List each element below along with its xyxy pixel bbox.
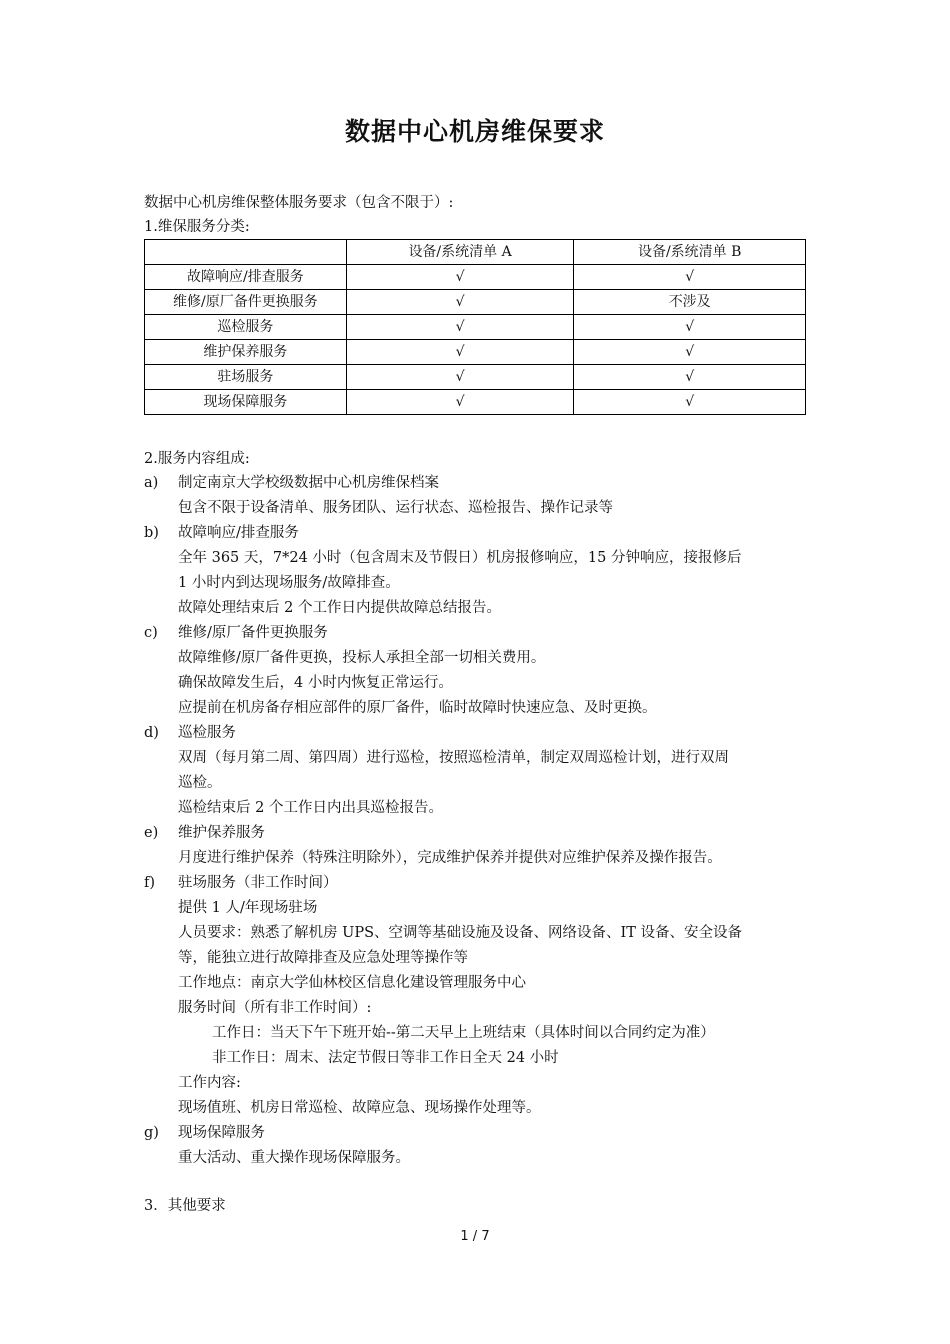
table-cell: 不涉及: [574, 290, 806, 315]
item-text: 全年 365 天，7*24 小时（包含周末及节假日）机房报修响应，15 分钟响应，接报修后: [178, 550, 742, 566]
item-text: 重大活动、重大操作现场保障服务。: [178, 1150, 410, 1166]
item-text: 包含不限于设备清单、服务团队、运行状态、巡检报告、操作记录等: [178, 500, 613, 516]
item-label: c): [144, 625, 158, 641]
item-text: 工作地点：南京大学仙林校区信息化建设管理服务中心: [178, 975, 526, 991]
item-label: d): [144, 725, 159, 741]
item-text: 月度进行维护保养（特殊注明除外），完成维护保养并提供对应维护保养及操作报告。: [178, 850, 722, 866]
item-text: 服务时间（所有非工作时间）:: [178, 1000, 372, 1016]
item-text: 双周（每月第二周、第四周）进行巡检，按照巡检清单，制定双周巡检计划，进行双周: [178, 750, 729, 766]
section-1-heading: 1.维保服务分类:: [144, 219, 250, 235]
table-cell: √: [574, 365, 806, 390]
service-category-table: [144, 239, 806, 415]
table-row: [145, 365, 806, 390]
item-text: 确保故障发生后，4 小时内恢复正常运行。: [178, 675, 453, 691]
table-row: [145, 340, 806, 365]
table-cell: 维修/原厂备件更换服务: [145, 290, 347, 315]
table-cell: √: [346, 315, 574, 340]
table-cell: 故障响应/排查服务: [145, 265, 347, 290]
table-cell: √: [574, 265, 806, 290]
table-cell: √: [574, 315, 806, 340]
item-text: 等，能独立进行故障排查及应急处理等操作等: [178, 950, 468, 966]
table-cell: √: [346, 290, 574, 315]
item-text: 巡检。: [178, 775, 222, 791]
item-text: 提供 1 人/年现场驻场: [178, 900, 318, 916]
item-label: e): [144, 825, 159, 841]
section-2-heading: 2.服务内容组成:: [144, 451, 250, 467]
item-text: 1 小时内到达现场服务/故障排查。: [178, 575, 400, 591]
section-3-heading: 3．其他要求: [144, 1198, 226, 1214]
item-heading: 维护保养服务: [178, 825, 265, 841]
item-heading: 制定南京大学校级数据中心机房维保档案: [178, 475, 439, 491]
item-heading: 驻场服务（非工作时间）: [178, 875, 338, 891]
item-heading: 巡检服务: [178, 725, 236, 741]
table-cell: √: [574, 340, 806, 365]
table-header-row: [145, 240, 806, 265]
table-row: [145, 390, 806, 415]
intro-text: 数据中心机房维保整体服务要求（包含不限于）:: [144, 195, 454, 211]
item-text: 应提前在机房备存相应部件的原厂备件，临时故障时快速应急、及时更换。: [178, 700, 657, 716]
table-cell: √: [574, 390, 806, 415]
table-header-cell: 设备/系统清单 A: [346, 240, 574, 265]
table-cell: √: [346, 265, 574, 290]
item-text: 工作内容:: [178, 1075, 241, 1091]
item-label: a): [144, 475, 159, 491]
table-header-cell: [145, 240, 347, 265]
table-row: [145, 290, 806, 315]
page-number: 1 / 7: [460, 1229, 490, 1244]
item-heading: 故障响应/排查服务: [178, 525, 299, 541]
table-cell: √: [346, 390, 574, 415]
item-text: 故障处理结束后 2 个工作日内提供故障总结报告。: [178, 600, 501, 616]
table-cell: 驻场服务: [145, 365, 347, 390]
item-text: 人员要求：熟悉了解机房 UPS、空调等基础设施及设备、网络设备、IT 设备、安全设备: [178, 925, 743, 941]
item-label: b): [144, 525, 159, 541]
item-text: 工作日：当天下午下班开始--第二天早上上班结束（具体时间以合同约定为准）: [212, 1025, 715, 1041]
table-cell: 维护保养服务: [145, 340, 347, 365]
table-cell: √: [346, 365, 574, 390]
table-cell: √: [346, 340, 574, 365]
item-text: 现场值班、机房日常巡检、故障应急、现场操作处理等。: [178, 1100, 541, 1116]
item-heading: 维修/原厂备件更换服务: [178, 625, 328, 641]
item-label: f): [144, 875, 156, 891]
table-cell: 现场保障服务: [145, 390, 347, 415]
page-title: 数据中心机房维保要求: [344, 117, 605, 146]
table-header-cell: 设备/系统清单 B: [574, 240, 806, 265]
item-text: 巡检结束后 2 个工作日内出具巡检报告。: [178, 800, 443, 816]
item-heading: 现场保障服务: [178, 1125, 265, 1141]
item-text: 非工作日：周末、法定节假日等非工作日全天 24 小时: [212, 1050, 559, 1066]
item-label: g): [144, 1125, 159, 1141]
table-cell: 巡检服务: [145, 315, 347, 340]
table-row: [145, 265, 806, 290]
item-text: 故障维修/原厂备件更换，投标人承担全部一切相关费用。: [178, 650, 546, 666]
table-row: [145, 315, 806, 340]
